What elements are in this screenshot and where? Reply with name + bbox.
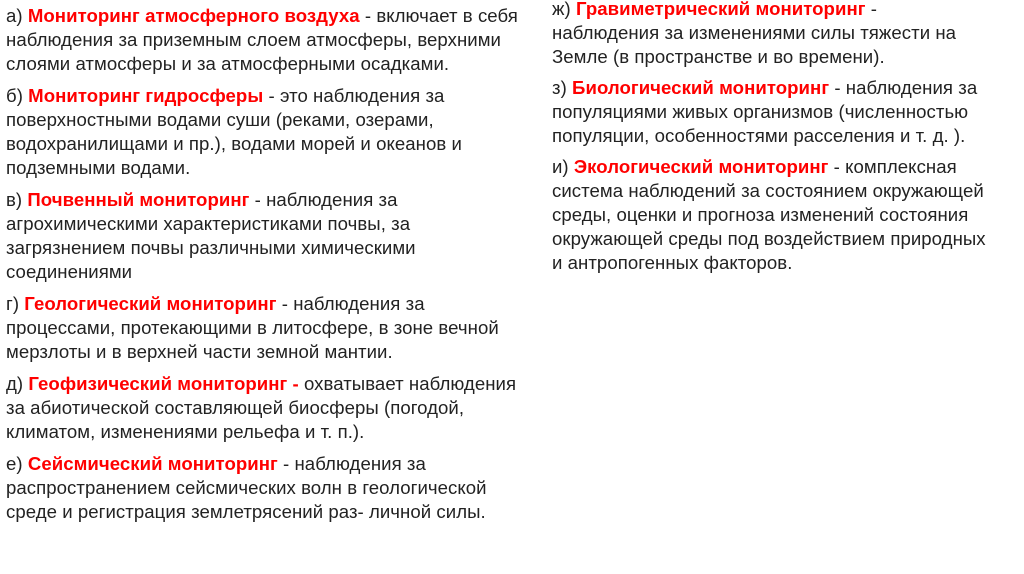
item-description: - включает в себя наблюдения за приземным слоем атмосферы, верхними слоями атмосферы и за атмосферными осадками. [6, 5, 518, 74]
item-letter: и) [552, 156, 569, 177]
right-column [552, 0, 987, 282]
item-term: Почвенный мониторинг [27, 189, 250, 210]
item-description: - это наблюдения за поверхностными водами суши (реками, озерами, водохранилищами и пр.), водами морей и океанов и подземными водами. [6, 85, 462, 178]
list-item-ecological [552, 155, 987, 275]
item-letter: в) [6, 189, 23, 210]
item-description: - наблюдения за изменениями силы тяжести на Земле (в пространстве и во времени). [552, 0, 957, 67]
list-item-geophysical [6, 372, 531, 444]
item-letter: г) [6, 293, 20, 314]
item-letter: а) [6, 5, 23, 26]
item-term: Гравиметрический мониторинг [575, 0, 866, 19]
list-item-geological [6, 292, 531, 364]
list-item-gravimetric [552, 0, 987, 69]
item-term: Мониторинг атмосферного воздуха [27, 5, 360, 26]
list-item-seismic [6, 452, 531, 524]
item-description: охватывает наблюдения за абиотической составляющей биосферы (погодой, климатом, изменениями рельефа и т. п.). [6, 373, 517, 442]
left-column [6, 0, 531, 532]
item-letter: з) [552, 77, 567, 98]
item-term: Сейсмический мониторинг [27, 453, 278, 474]
list-item-atmosphere [6, 4, 531, 76]
list-item-biological [552, 76, 987, 148]
item-term: Геологический мониторинг [24, 293, 277, 314]
item-letter: б) [6, 85, 23, 106]
item-description: - наблюдения за популяциями живых организмов (численностью популяции, особенностями расселения и т. д. ). [552, 77, 978, 146]
item-description: - наблюдения за процессами, протекающими в литосфере, в зоне вечной мерзлоты и в верхней части земной мантии. [6, 293, 499, 362]
item-term: Экологический мониторинг [573, 156, 829, 177]
item-description: - комплексная система наблюдений за состоянием окружающей среды, оценки и прогноза изменений состояния окружающей среды под воздействием природных и антропогенных факторов. [552, 156, 986, 273]
list-item-hydrosphere [6, 84, 531, 180]
item-description: - наблюдения за агрохимическими характеристиками почвы, за загрязнением почвы различными химическими соединениями [6, 189, 416, 282]
item-description: - наблюдения за распространением сейсмических волн в геологической среде и регистрация землетрясений раз- личной силы. [6, 453, 487, 522]
item-letter: д) [6, 373, 24, 394]
item-letter: ж) [552, 0, 571, 19]
item-letter: е) [6, 453, 23, 474]
item-term: Геофизический мониторинг - [28, 373, 299, 394]
list-item-soil [6, 188, 531, 284]
item-term: Биологический мониторинг [572, 77, 830, 98]
item-term: Мониторинг гидросферы [28, 85, 264, 106]
